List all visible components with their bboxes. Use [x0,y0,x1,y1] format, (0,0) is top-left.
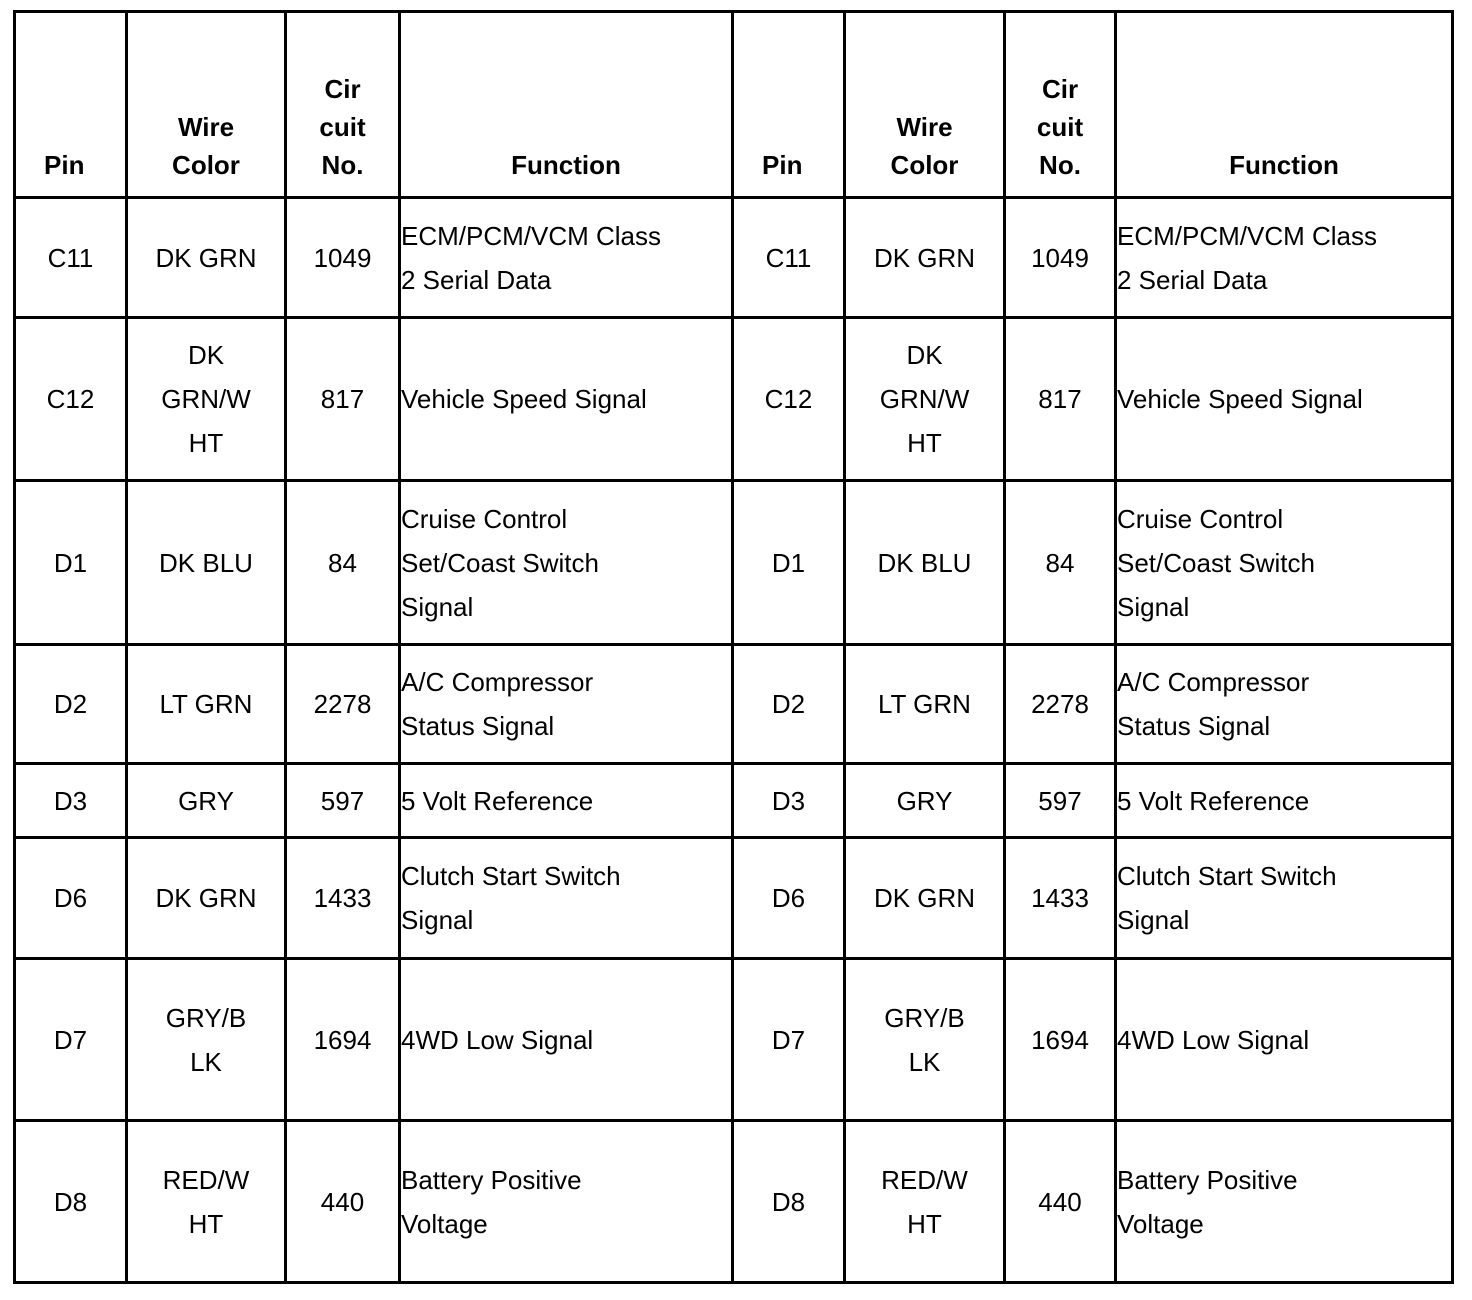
function-cell: Vehicle Speed Signal [400,318,733,481]
wire-color-cell: DK BLU [845,481,1005,645]
circuit-no-cell: 1433 [1005,838,1116,959]
circuit-no-cell: 440 [286,1121,400,1283]
wire-color-cell: GRY [845,764,1005,838]
function-cell: Clutch Start Switch Signal [1116,838,1453,959]
pin-cell: D6 [733,838,845,959]
header-wire-color: Wire Color [845,12,1005,198]
circuit-no-cell: 84 [286,481,400,645]
function-cell: Battery Positive Voltage [1116,1121,1453,1283]
circuit-no-cell: 2278 [1005,645,1116,764]
wire-color-cell: LT GRN [845,645,1005,764]
pin-cell: D3 [733,764,845,838]
header-circuit-no: Cir cuit No. [1005,12,1116,198]
table-row [15,959,1453,1121]
circuit-no-cell: 817 [286,318,400,481]
function-cell: Cruise Control Set/Coast Switch Signal [1116,481,1453,645]
function-cell: 5 Volt Reference [1116,764,1453,838]
wire-color-cell: DK GRN/W HT [127,318,286,481]
pin-cell: C11 [15,198,127,318]
header-circuit-no: Cir cuit No. [286,12,400,198]
function-cell: Cruise Control Set/Coast Switch Signal [400,481,733,645]
pin-cell: D1 [733,481,845,645]
function-cell: A/C Compressor Status Signal [1116,645,1453,764]
wire-color-cell: GRY/B LK [845,959,1005,1121]
pin-cell: D8 [15,1121,127,1283]
table-row [15,198,1453,318]
pin-cell: D7 [733,959,845,1121]
circuit-no-cell: 1694 [286,959,400,1121]
wire-color-cell: DK BLU [127,481,286,645]
circuit-no-cell: 440 [1005,1121,1116,1283]
function-cell: Clutch Start Switch Signal [400,838,733,959]
table-body [15,198,1453,1283]
circuit-no-cell: 597 [1005,764,1116,838]
circuit-no-cell: 1694 [1005,959,1116,1121]
pin-cell: D2 [15,645,127,764]
function-cell: 5 Volt Reference [400,764,733,838]
function-cell: 4WD Low Signal [1116,959,1453,1121]
wire-color-cell: DK GRN [845,838,1005,959]
pin-cell: C11 [733,198,845,318]
circuit-no-cell: 2278 [286,645,400,764]
header-pin: Pin [15,12,127,198]
header-pin: Pin [733,12,845,198]
pin-cell: D8 [733,1121,845,1283]
function-cell: ECM/PCM/VCM Class 2 Serial Data [1116,198,1453,318]
circuit-no-cell: 84 [1005,481,1116,645]
circuit-no-cell: 1049 [1005,198,1116,318]
wire-color-cell: GRY [127,764,286,838]
table-row [15,1121,1453,1283]
wire-color-cell: DK GRN [127,198,286,318]
function-cell: Vehicle Speed Signal [1116,318,1453,481]
wire-color-cell: LT GRN [127,645,286,764]
wire-color-cell: RED/W HT [845,1121,1005,1283]
header-function: Function [1116,12,1453,198]
pin-cell: D2 [733,645,845,764]
pin-cell: D1 [15,481,127,645]
table-row [15,838,1453,959]
wire-color-cell: DK GRN [127,838,286,959]
function-cell: 4WD Low Signal [400,959,733,1121]
pin-cell: D3 [15,764,127,838]
header-wire-color: Wire Color [127,12,286,198]
circuit-no-cell: 1433 [286,838,400,959]
table-row [15,645,1453,764]
wire-color-cell: DK GRN/W HT [845,318,1005,481]
pin-cell: D6 [15,838,127,959]
wire-color-cell: DK GRN [845,198,1005,318]
table-header [15,12,1453,198]
pin-cell: C12 [733,318,845,481]
header-function: Function [400,12,733,198]
table-row [15,764,1453,838]
circuit-no-cell: 817 [1005,318,1116,481]
pin-cell: D7 [15,959,127,1121]
table-row [15,318,1453,481]
pin-cell: C12 [15,318,127,481]
circuit-no-cell: 1049 [286,198,400,318]
wire-color-cell: GRY/B LK [127,959,286,1121]
function-cell: A/C Compressor Status Signal [400,645,733,764]
header-row [15,12,1453,198]
function-cell: Battery Positive Voltage [400,1121,733,1283]
function-cell: ECM/PCM/VCM Class 2 Serial Data [400,198,733,318]
table-row [15,481,1453,645]
circuit-no-cell: 597 [286,764,400,838]
pinout-table [13,10,1454,1284]
wire-color-cell: RED/W HT [127,1121,286,1283]
